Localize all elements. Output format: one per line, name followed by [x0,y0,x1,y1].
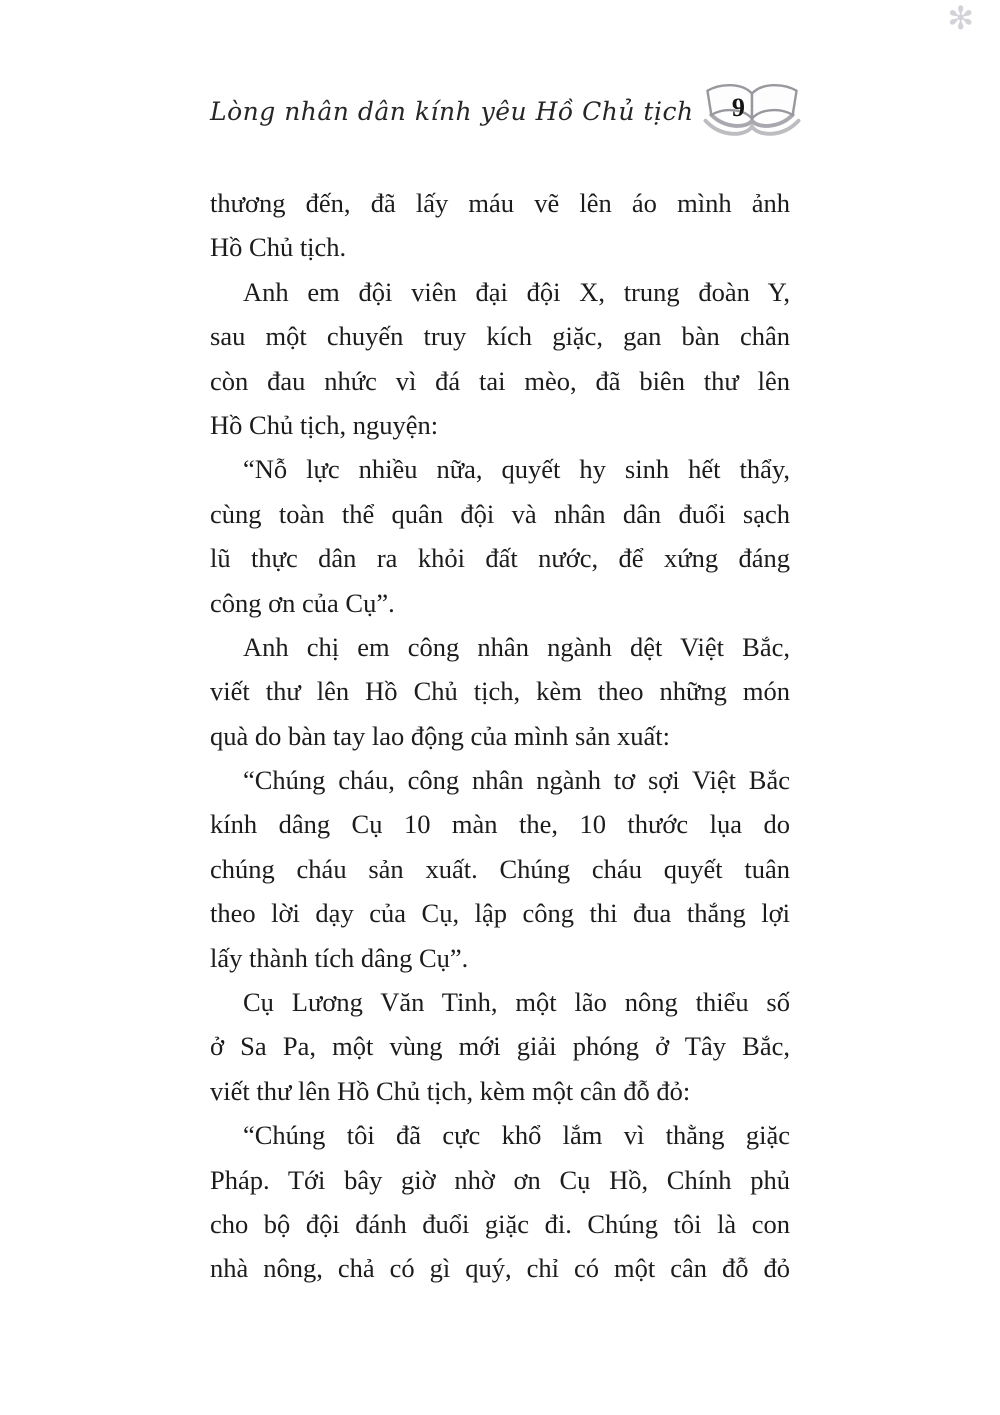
flower-ornament-icon: ✻ [947,0,974,37]
page-body [210,181,790,1291]
page-number: 9 [731,92,745,122]
text-line: Pháp. Tới bây giờ nhờ ơn Cụ Hồ, Chính phủ [210,1164,790,1195]
text-line: cho bộ đội đánh đuổi giặc đi. Chúng tôi là con [210,1208,790,1239]
page-header [210,78,790,144]
text-line: Anh chị em công nhân ngành dệt Việt Bắc, [243,631,790,662]
text-line: theo lời dạy của Cụ, lập công thi đua thắng lợi [210,898,790,929]
text-line: sau một chuyến truy kích giặc, gan bàn chân [210,321,790,352]
text-line: công ơn của Cụ”. [210,587,395,618]
text-line: Anh em đội viên đại đội X, trung đoàn Y, [243,276,790,307]
text-line: chúng cháu sản xuất. Chúng cháu quyết tuân [210,853,790,884]
text-line: kính dâng Cụ 10 màn the, 10 thước lụa do [210,809,790,840]
text-line: Cụ Lương Văn Tinh, một lão nông thiểu số [243,987,790,1018]
open-book-icon [700,80,804,142]
text-line: Hồ Chủ tịch. [210,232,347,263]
text-line: “Nỗ lực nhiều nữa, quyết hy sinh hết thẩy, [243,454,790,485]
text-line: quà do bàn tay lao động của mình sản xuất: [210,720,670,751]
text-line: lấy thành tích dâng Cụ”. [210,942,469,973]
text-line: nhà nông, chả có gì quý, chỉ có một cân đỗ đỏ [210,1253,790,1284]
text-line: viết thư lên Hồ Chủ tịch, kèm theo những món [210,676,790,707]
text-line: còn đau nhức vì đá tai mèo, đã biên thư lên [210,365,790,396]
text-line: “Chúng cháu, công nhân ngành tơ sợi Việt Bắc [243,765,790,796]
text-line: Hồ Chủ tịch, nguyện: [210,409,439,440]
text-line: thương đến, đã lấy máu vẽ lên áo mình ảnh [210,188,790,218]
text-line: ở Sa Pa, một vùng mới giải phóng ở Tây Bắc, [210,1031,790,1062]
running-title: Lòng nhân dân kính yêu Hồ Chủ tịch [210,96,694,126]
text-line: cùng toàn thể quân đội và nhân dân đuổi sạch [210,498,790,529]
text-line: “Chúng tôi đã cực khổ lắm vì thằng giặc [243,1120,790,1151]
text-line: lũ thực dân ra khỏi đất nước, để xứng đáng [210,543,790,574]
text-line: viết thư lên Hồ Chủ tịch, kèm một cân đỗ đỏ: [210,1075,691,1106]
